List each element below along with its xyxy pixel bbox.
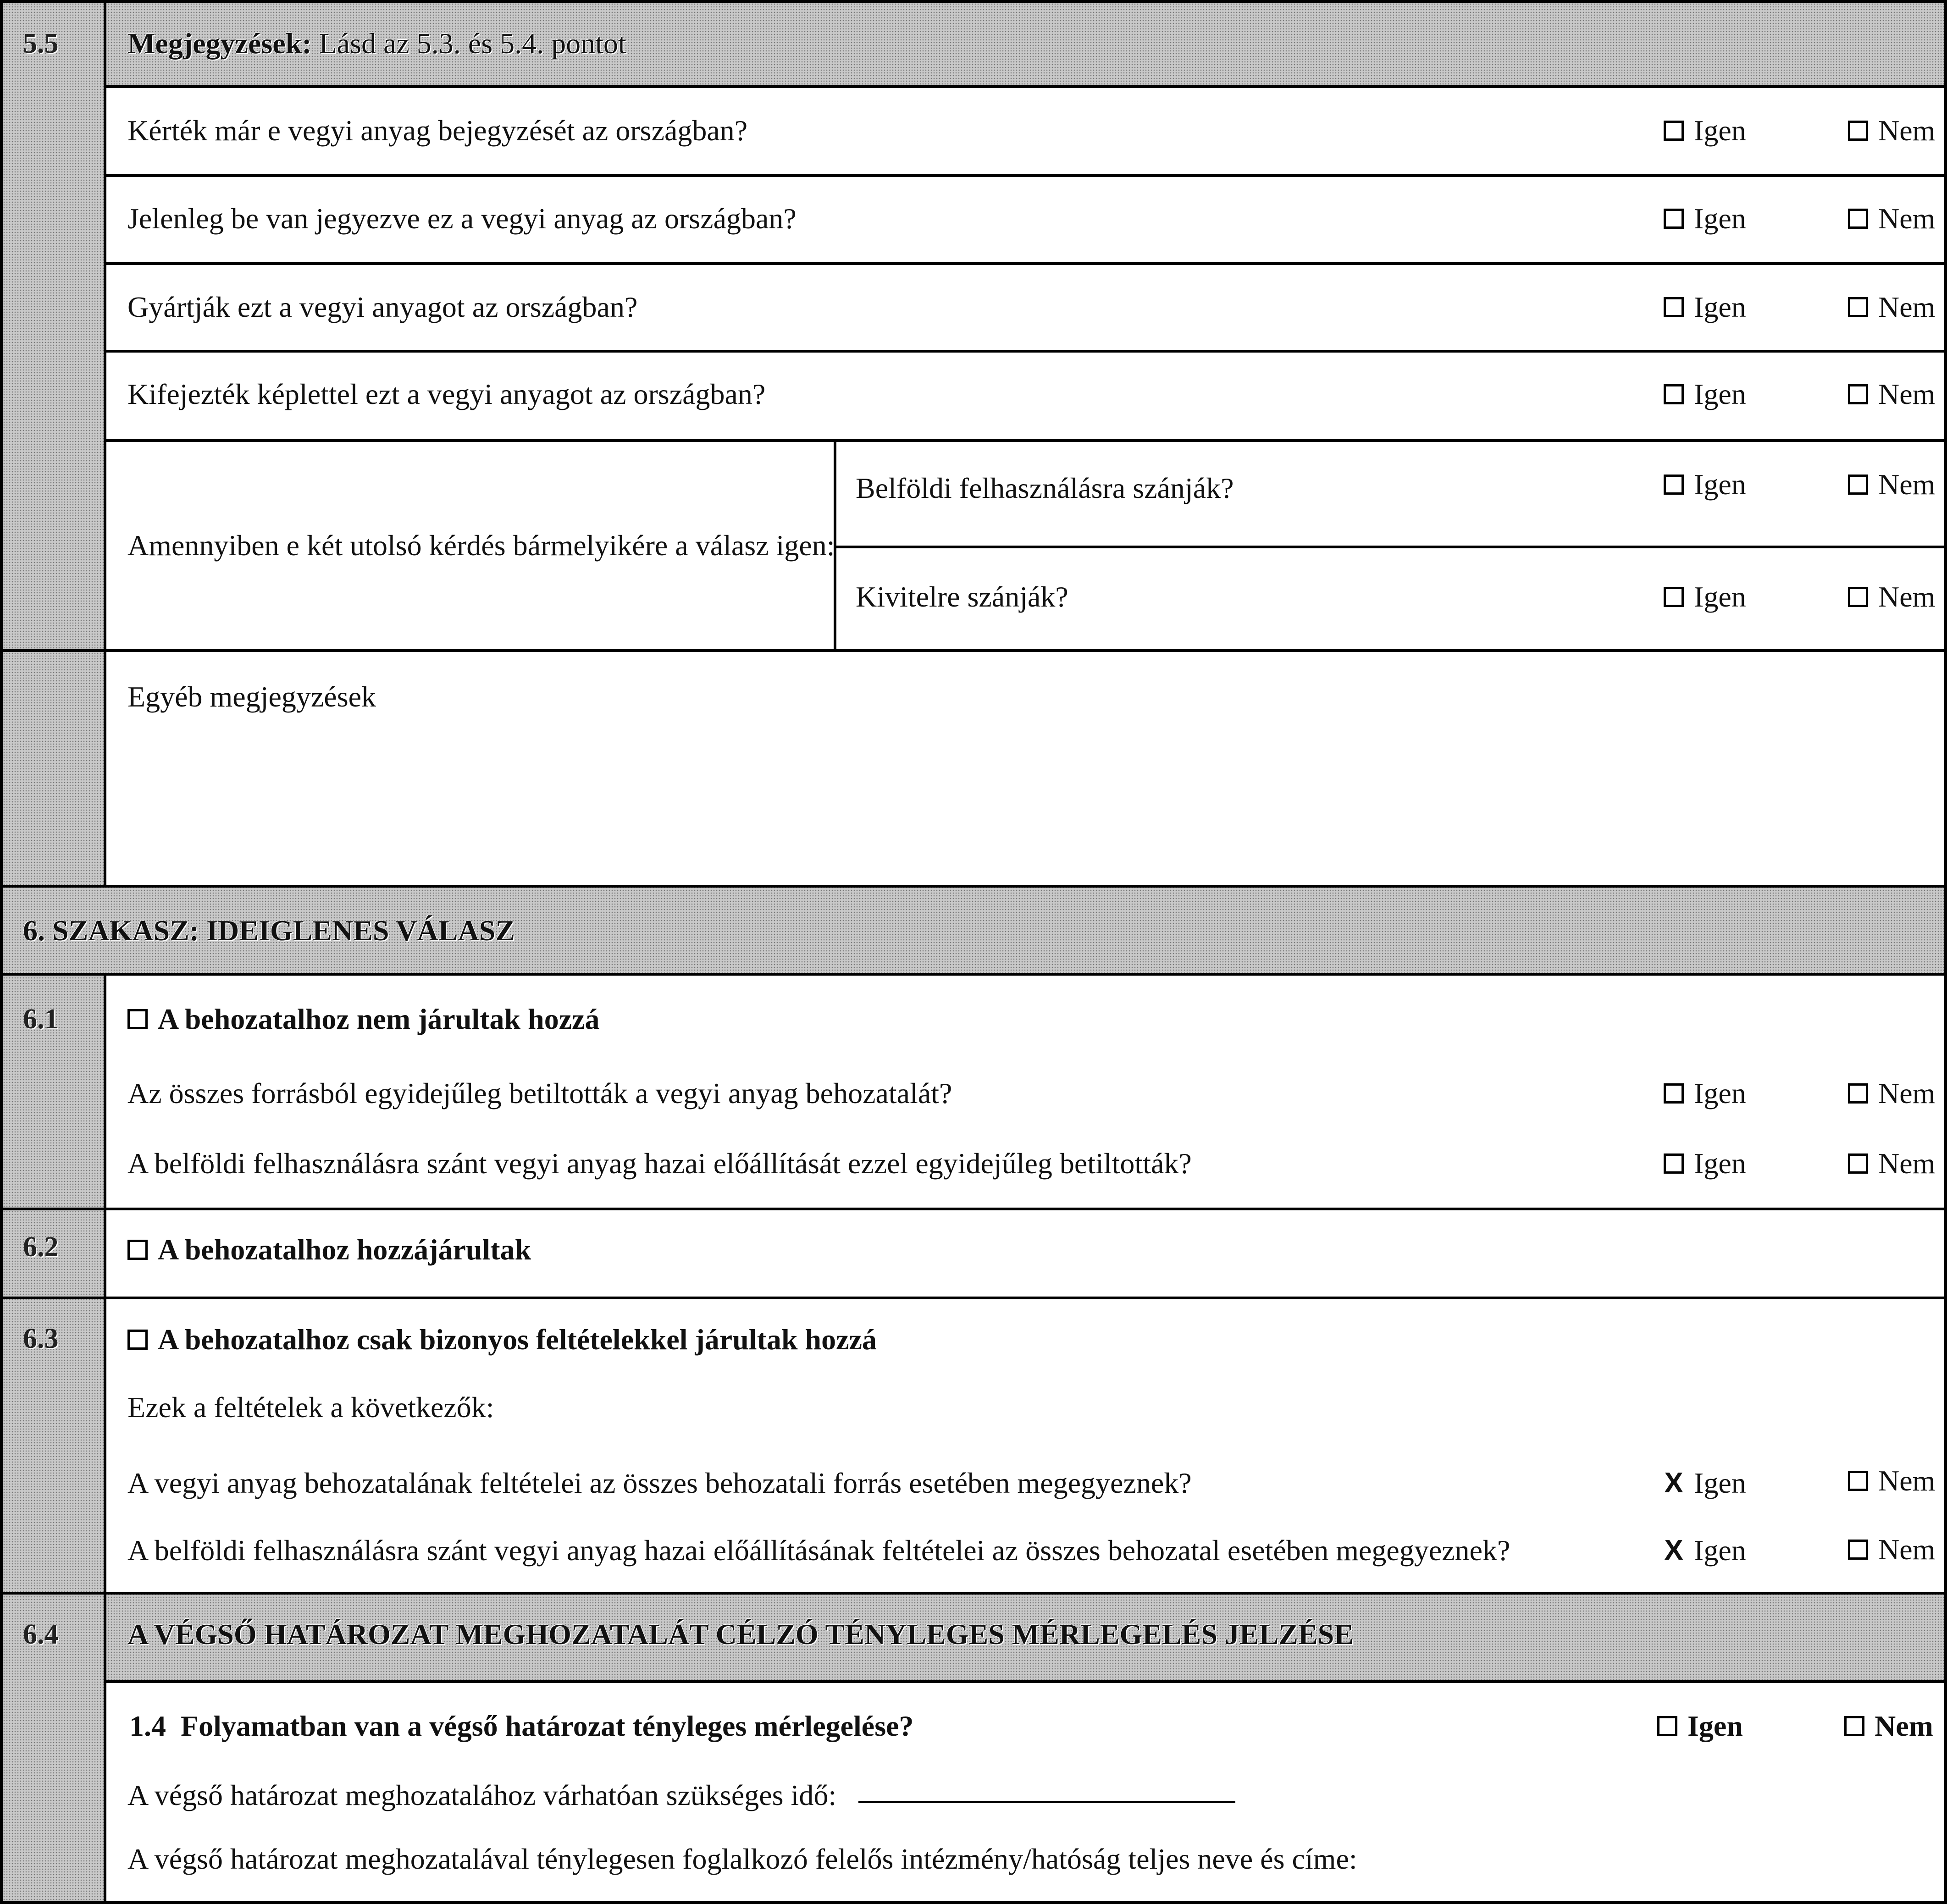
option-no-label: Nem: [1878, 378, 1936, 410]
rule: [0, 1901, 1947, 1904]
checkbox-icon[interactable]: [1664, 209, 1684, 229]
question-export: Kivitelre szánják?: [856, 580, 1068, 613]
checkbox-icon[interactable]: [127, 1240, 148, 1260]
option-yes[interactable]: [1664, 289, 1746, 326]
option-no-label: Nem: [1878, 580, 1936, 613]
expected-time-label: A végső határozat meghozatalához várhatóan szükséges idő:: [127, 1779, 837, 1811]
option-no[interactable]: [1844, 1708, 1933, 1744]
rule: [104, 974, 106, 1904]
question-registration-requested: Kérték már e vegyi anyag bejegyzését az országban?: [127, 114, 748, 147]
section-6-title: 6. SZAKASZ: IDEIGLENES VÁLASZ: [23, 914, 515, 947]
question-formulated: Kifejezték képlettel ezt a vegyi anyagot az országban?: [127, 378, 766, 410]
option-yes-label: Igen: [1694, 378, 1746, 410]
checked-mark-icon[interactable]: X: [1664, 1534, 1683, 1566]
question-text: Folyamatban van a végső határozat tényleges mérlegelése?: [181, 1710, 914, 1742]
question-number: 1.4: [129, 1710, 166, 1742]
rule: [0, 0, 3, 1904]
institution-label: A végső határozat meghozatalával ténylegesen foglalkozó felelős intézmény/hatóság teljes neve és címe:: [127, 1843, 1357, 1875]
heading-6-2: A behozatalhoz hozzájárultak: [158, 1233, 531, 1266]
option-yes-checked[interactable]: [1664, 1465, 1746, 1501]
checkbox-icon[interactable]: [1664, 475, 1684, 495]
remarks-label: Megjegyzések:: [127, 27, 312, 60]
option-yes[interactable]: [1664, 200, 1746, 237]
checkbox-icon[interactable]: [1657, 1716, 1677, 1736]
checkbox-icon[interactable]: [1664, 1083, 1684, 1104]
question-import-banned-all-sources: Az összes forrásból egyidejűleg betiltották a vegyi anyag behozatalát?: [127, 1077, 952, 1109]
question-final-decision-in-progress: [129, 1708, 914, 1744]
checkbox-icon[interactable]: [127, 1009, 148, 1029]
heading-6-1: A behozatalhoz nem járultak hozzá: [158, 1003, 600, 1035]
rule: [0, 973, 1947, 976]
heading-6-3: A behozatalhoz csak bizonyos feltételekkel járultak hozzá: [158, 1323, 877, 1356]
option-yes[interactable]: [1664, 112, 1746, 149]
rule: [105, 85, 1947, 88]
rule: [105, 439, 1947, 442]
question-currently-registered: Jelenleg be van jegyezve ez a vegyi anyag az országban?: [127, 202, 796, 235]
section-number-6-2: 6.2: [23, 1231, 59, 1263]
rule: [0, 0, 1947, 3]
option-no-label: Nem: [1878, 468, 1936, 501]
remarks-text: Lásd az 5.3. és 5.4. pontot: [319, 27, 626, 60]
rule: [105, 1680, 1947, 1683]
checkbox-icon[interactable]: [1848, 297, 1868, 317]
checkbox-icon[interactable]: [1664, 121, 1684, 141]
heading-6-4: A VÉGSŐ HATÁROZAT MEGHOZATALÁT CÉLZÓ TÉNYLEGES MÉRLEGELÉS JELZÉSE: [127, 1618, 1354, 1650]
option-yes[interactable]: [1664, 466, 1746, 503]
question-domestic-use: Belföldi felhasználásra szánják?: [856, 472, 1234, 504]
rule: [0, 1297, 1947, 1299]
rule: [105, 174, 1947, 177]
option-no[interactable]: [1848, 1462, 1935, 1499]
other-remarks-label: Egyéb megjegyzések: [127, 680, 376, 713]
checkbox-icon[interactable]: [1664, 297, 1684, 317]
checkbox-icon[interactable]: [1664, 384, 1684, 404]
question-domestic-conditions-same: A belföldi felhasználásra szánt vegyi anyag hazai előállításának feltételei az összes behozatal esetében megegyeznek?: [127, 1534, 1510, 1567]
rule: [1944, 0, 1947, 1904]
option-yes-label: Igen: [1694, 468, 1746, 501]
checkbox-icon[interactable]: [1664, 587, 1684, 607]
option-no-label: Nem: [1878, 1077, 1936, 1109]
option-yes[interactable]: [1664, 1075, 1746, 1112]
option-yes-label: Igen: [1694, 202, 1746, 235]
rule: [104, 0, 106, 886]
option-yes-checked[interactable]: [1664, 1532, 1746, 1569]
checkbox-icon[interactable]: [1848, 587, 1868, 607]
if-yes-label: Amennyiben e két utolsó kérdés bármelyikére a válasz igen:: [127, 529, 835, 562]
option-yes-label: Igen: [1694, 1467, 1746, 1499]
question-domestic-production-banned: A belföldi felhasználásra szánt vegyi anyag hazai előállítását ezzel egyidejűleg betiltották?: [127, 1147, 1192, 1180]
option-yes-label: Igen: [1694, 580, 1746, 613]
rule: [0, 1208, 1947, 1210]
rule: [0, 885, 1947, 888]
option-yes[interactable]: [1657, 1708, 1743, 1744]
option-no-label: Nem: [1878, 1533, 1936, 1566]
checkbox-icon[interactable]: [127, 1330, 148, 1350]
section-number-6-4: 6.4: [23, 1619, 59, 1650]
section-number-6-1: 6.1: [23, 1004, 59, 1035]
rule: [105, 350, 1947, 353]
checkbox-icon[interactable]: [1844, 1716, 1864, 1736]
option-no-label: Nem: [1878, 1147, 1936, 1180]
option-import-not-consented[interactable]: [127, 1001, 600, 1038]
option-yes-label: Igen: [1694, 114, 1746, 147]
checkbox-icon[interactable]: [1848, 1471, 1868, 1491]
option-import-conditional[interactable]: [127, 1321, 877, 1358]
option-no[interactable]: [1848, 112, 1935, 149]
option-yes-label: Igen: [1694, 1147, 1746, 1180]
option-no[interactable]: [1848, 1145, 1935, 1182]
option-yes-label: Igen: [1694, 1534, 1746, 1567]
rule: [0, 649, 1947, 652]
checkbox-icon[interactable]: [1848, 1083, 1868, 1104]
option-no-label: Nem: [1878, 291, 1936, 323]
option-no[interactable]: [1848, 1531, 1935, 1568]
option-yes-label: Igen: [1694, 1077, 1746, 1109]
option-no-label: Nem: [1878, 202, 1936, 235]
section-number-6-3: 6.3: [23, 1323, 59, 1354]
option-no[interactable]: [1848, 1075, 1935, 1112]
option-import-consented[interactable]: [127, 1231, 531, 1268]
question-conditions-same-all-sources: A vegyi anyag behozatalának feltételei az összes behozatali forrás esetében megegyeznek?: [127, 1467, 1192, 1499]
expected-time-field[interactable]: [858, 1801, 1235, 1803]
checkbox-icon[interactable]: [1848, 121, 1868, 141]
checked-mark-icon[interactable]: X: [1664, 1467, 1683, 1499]
rule: [0, 1592, 1947, 1595]
option-yes[interactable]: [1664, 579, 1746, 615]
option-no-label: Nem: [1875, 1710, 1933, 1742]
option-no-label: Nem: [1878, 1464, 1936, 1497]
option-no[interactable]: [1848, 579, 1935, 615]
conditions-label: Ezek a feltételek a következők:: [127, 1391, 494, 1424]
question-manufactured: Gyártják ezt a vegyi anyagot az országban?: [127, 291, 638, 323]
checkbox-icon[interactable]: [1848, 209, 1868, 229]
section-number-5-5: 5.5: [23, 28, 59, 59]
option-no-label: Nem: [1878, 114, 1936, 147]
option-no[interactable]: [1848, 466, 1935, 503]
checkbox-icon[interactable]: [1664, 1153, 1684, 1174]
rule: [105, 262, 1947, 265]
remarks-header: [127, 25, 626, 62]
option-no[interactable]: [1848, 289, 1935, 326]
option-no[interactable]: [1848, 200, 1935, 237]
option-no[interactable]: [1848, 376, 1935, 413]
rule: [835, 546, 1947, 548]
option-yes-label: Igen: [1694, 291, 1746, 323]
checkbox-icon[interactable]: [1848, 475, 1868, 495]
option-yes-label: Igen: [1687, 1710, 1743, 1742]
option-yes[interactable]: [1664, 1145, 1746, 1182]
checkbox-icon[interactable]: [1848, 1540, 1868, 1560]
checkbox-icon[interactable]: [1848, 1153, 1868, 1174]
checkbox-icon[interactable]: [1848, 384, 1868, 404]
option-yes[interactable]: [1664, 376, 1746, 413]
